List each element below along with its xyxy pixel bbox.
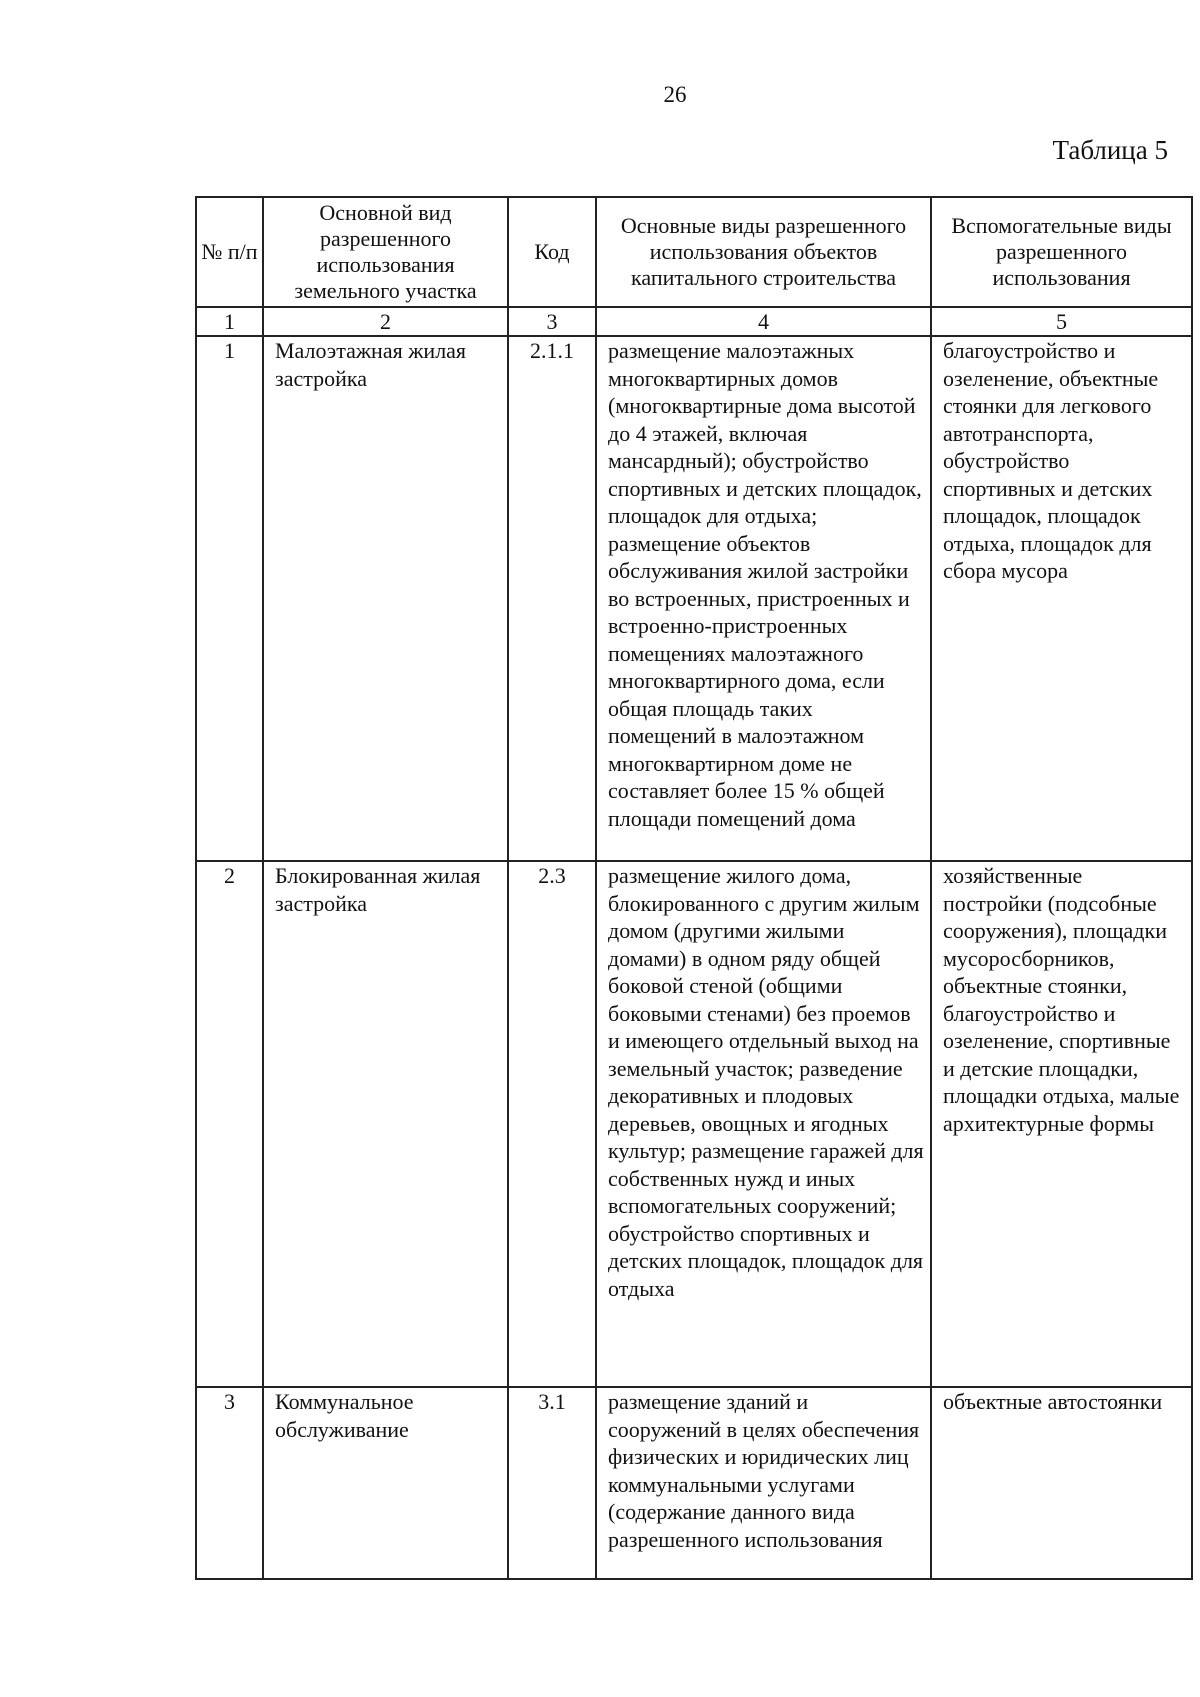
row-number: 2 xyxy=(196,861,263,1387)
land-use-name: Малоэтажная жилая застройка xyxy=(263,336,508,861)
main-use-description: размещение малоэтажных многоквартирных домов (многоквартирные дома высотой до 4 этажей, включая мансардный); обустройство спортивных и детских площадок, площадок для отдыха; размещение объектов обслуживания жилой застройки во встроенных, пристроенных и встроенно-пристроенных помещениях малоэтажного многоквартирного дома, если общая площадь таких помещений в малоэтажном многоквартирном доме не составляет более 15 % общей площади помещений дома xyxy=(596,336,931,861)
table-title: Таблица 5 xyxy=(1052,135,1168,165)
row-number: 1 xyxy=(196,336,263,861)
column-number: 4 xyxy=(596,307,931,336)
land-use-code: 2.3 xyxy=(508,861,596,1387)
auxiliary-use-description: объектные автостоянки xyxy=(931,1387,1192,1579)
land-use-name: Блокированная жилая застройка xyxy=(263,861,508,1387)
header-main-capital-use: Основные виды разрешенного использования объектов капитального строительства xyxy=(596,197,931,307)
header-auxiliary-use: Вспомогательные виды разрешенного использования xyxy=(931,197,1192,307)
land-use-code: 2.1.1 xyxy=(508,336,596,861)
column-number: 1 xyxy=(196,307,263,336)
main-use-description: размещение зданий и сооружений в целях обеспечения физических и юридических лиц коммунальными услугами (содержание данного вида разрешенного использования xyxy=(596,1387,931,1579)
table-header-row xyxy=(196,197,1192,307)
auxiliary-use-description: благоустройство и озеленение, объектные стоянки для легкового автотранспорта, обустройство спортивных и детских площадок, площадок отдыха, площадок для сбора мусора xyxy=(931,336,1192,861)
header-number: № п/п xyxy=(196,197,263,307)
table-row xyxy=(196,861,1192,1387)
row-number: 3 xyxy=(196,1387,263,1579)
table-row xyxy=(196,336,1192,861)
land-use-code: 3.1 xyxy=(508,1387,596,1579)
column-number: 5 xyxy=(931,307,1192,336)
land-use-table xyxy=(195,196,1193,1580)
table-row xyxy=(196,1387,1192,1579)
land-use-name: Коммунальное обслуживание xyxy=(263,1387,508,1579)
main-use-description: размещение жилого дома, блокированного с другим жилым домом (другими жилыми домами) в одном ряду общей боковой стеной (общими боковыми стенами) без проемов и имеющего отдельный выход на земельный участок; разведение декоративных и плодовых деревьев, овощных и ягодных культур; размещение гаражей для собственных нужд и иных вспомогательных сооружений; обустройство спортивных и детских площадок, площадок для отдыха xyxy=(596,861,931,1387)
page-number: 26 xyxy=(663,82,687,107)
header-code: Код xyxy=(508,197,596,307)
column-number-row xyxy=(196,307,1192,336)
auxiliary-use-description: хозяйственные постройки (подсобные сооружения), площадки мусоросборников, объектные стоянки, благоустройство и озеленение, спортивные и детские площадки, площадки отдыха, малые архитектурные формы xyxy=(931,861,1192,1387)
column-number: 2 xyxy=(263,307,508,336)
header-main-land-use: Основной вид разрешенного использования земельного участка xyxy=(263,197,508,307)
column-number: 3 xyxy=(508,307,596,336)
